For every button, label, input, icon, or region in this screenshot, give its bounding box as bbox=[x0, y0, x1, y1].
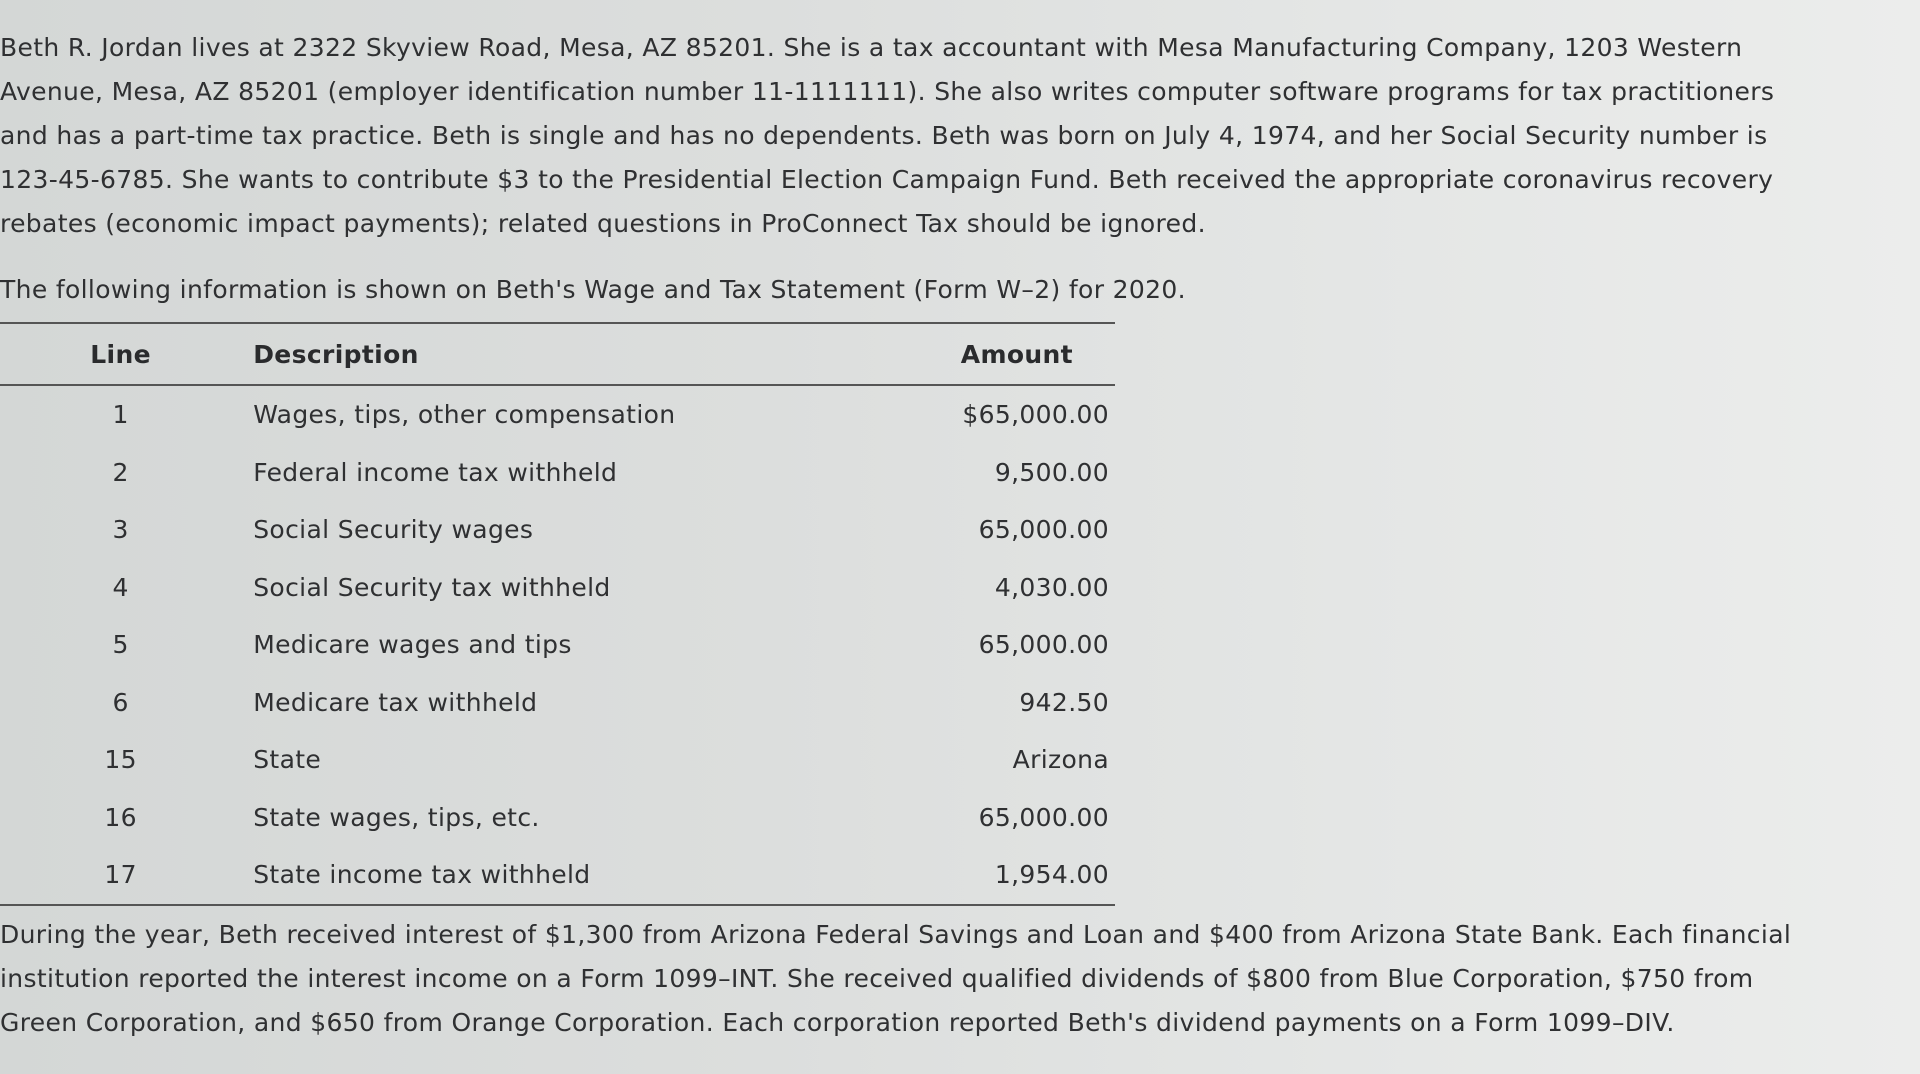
w2-table bbox=[0, 322, 1115, 906]
row-amount: 9,500.00 bbox=[994, 457, 1109, 487]
table-row bbox=[0, 789, 1115, 847]
header-line: Line bbox=[90, 339, 151, 369]
table-row bbox=[0, 616, 1115, 674]
row-amount: 4,030.00 bbox=[994, 572, 1109, 602]
row-line: 2 bbox=[112, 457, 129, 487]
row-line: 17 bbox=[104, 860, 137, 890]
table-row bbox=[0, 559, 1115, 617]
row-description: Medicare tax withheld bbox=[253, 687, 538, 717]
row-line: 15 bbox=[104, 745, 137, 775]
row-description: State bbox=[253, 745, 322, 775]
row-description: Social Security tax withheld bbox=[253, 572, 611, 602]
header-description: Description bbox=[253, 339, 419, 369]
row-amount: Arizona bbox=[1012, 745, 1109, 775]
row-description: State wages, tips, etc. bbox=[253, 802, 540, 832]
row-description: Wages, tips, other compensation bbox=[253, 400, 676, 430]
row-amount: $65,000.00 bbox=[962, 400, 1109, 430]
table-row bbox=[0, 846, 1115, 905]
row-description: Federal income tax withheld bbox=[253, 457, 618, 487]
table-row bbox=[0, 731, 1115, 789]
row-line: 1 bbox=[112, 400, 129, 430]
header-amount: Amount bbox=[960, 339, 1073, 369]
table-row bbox=[0, 385, 1115, 444]
row-amount: 1,954.00 bbox=[994, 860, 1109, 890]
row-amount: 65,000.00 bbox=[978, 802, 1109, 832]
table-row bbox=[0, 674, 1115, 732]
row-line: 6 bbox=[112, 687, 129, 717]
row-amount: 942.50 bbox=[1019, 687, 1109, 717]
intro-paragraph: Beth R. Jordan lives at 2322 Skyview Road, Mesa, AZ 85201. She is a tax accountant with Mesa Manufacturing Company, 1203 Western Avenue, Mesa, AZ 85201 (employer identification number 11-1111111). She also writes computer software programs for tax practitioners and has a part-time tax practice. Beth is single and has no dependents. Beth was born on July 4, 1974, and her Social Security number is 123-45-6785. She wants to contribute $3 to the Presidential Election Campaign Fund. Beth received the appropriate coronavirus recovery rebates (economic impact payments); related questions in ProConnect Tax should be ignored. bbox=[0, 33, 1775, 238]
table-header-row bbox=[0, 323, 1115, 385]
row-line: 3 bbox=[112, 515, 129, 545]
row-line: 4 bbox=[112, 572, 129, 602]
row-description: Medicare wages and tips bbox=[253, 630, 572, 660]
table-row bbox=[0, 444, 1115, 502]
row-description: Social Security wages bbox=[253, 515, 534, 545]
row-amount: 65,000.00 bbox=[978, 630, 1109, 660]
row-description: State income tax withheld bbox=[253, 860, 591, 890]
w2-intro-paragraph: The following information is shown on Beth's Wage and Tax Statement (Form W–2) for 2020. bbox=[0, 275, 1186, 304]
interest-dividends-paragraph: During the year, Beth received interest of $1,300 from Arizona Federal Savings and Loan and $400 from Arizona State Bank. Each financial institution reported the interest income on a Form 1099–INT. She received qualified dividends of $800 from Blue Corporation, $750 from Green Corporation, and $650 from Orange Corporation. Each corporation reported Beth's dividend payments on a Form 1099–DIV. bbox=[0, 920, 1792, 1037]
table-row bbox=[0, 501, 1115, 559]
row-line: 5 bbox=[112, 630, 129, 660]
row-amount: 65,000.00 bbox=[978, 515, 1109, 545]
row-line: 16 bbox=[104, 802, 137, 832]
